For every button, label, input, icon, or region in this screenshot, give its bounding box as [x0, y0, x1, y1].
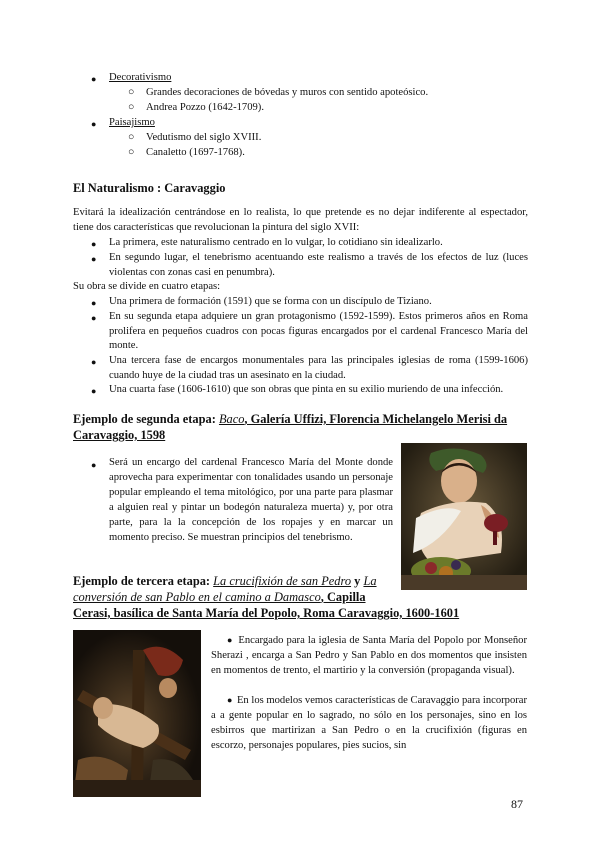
- crucifixion-painting-image: [73, 630, 201, 797]
- heading-rest: , Galería Uffizi, Florencia Michelangelo Merisi da: [244, 412, 508, 426]
- sub-item: Vedutismo del siglo XVIII.: [146, 132, 262, 143]
- bacchus-painting-image: [401, 443, 527, 590]
- list-item: Una tercera fase de encargos monumentales para las principales iglesias de roma (1599-1606) cuando huye de la ciudad tras un asesinato en la ciudad.: [109, 355, 528, 381]
- list-item: Una cuarta fase (1606-1610) que son obras que pinta en su exilio muriendo de una infección.: [109, 384, 504, 395]
- list-item-label: Paisajismo: [109, 117, 155, 128]
- example3-paragraph-2: [211, 693, 527, 753]
- bullet-icon: ●: [227, 635, 239, 645]
- sub-bullet-icon: ○: [128, 87, 135, 98]
- list-item: En segundo lugar, el tenebrismo acentuando este realismo a través de los efectos de luz (luces violentas con zonas casi en penumbra).: [109, 252, 528, 278]
- work-title: conversión de san Pablo en el camino a Damasco: [73, 590, 321, 604]
- example3-heading-line3: Cerasi, basílica de Santa María del Popolo, Roma Caravaggio, 1600-1601: [73, 606, 460, 620]
- sub-bullet-icon: ○: [128, 132, 135, 143]
- heading-and: y: [351, 574, 364, 588]
- work-title: Baco: [218, 412, 245, 426]
- work-title: La crucifixión de san Pedro: [213, 574, 352, 588]
- example3-heading: [73, 573, 403, 589]
- sub-item: Grandes decoraciones de bóvedas y muros con sentido apoteósico.: [146, 87, 429, 98]
- bullet-icon: ●: [91, 460, 97, 470]
- bullet-icon: ●: [91, 74, 97, 84]
- bullet-icon: ●: [91, 298, 97, 308]
- heading-rest: , Capilla: [320, 590, 366, 604]
- heading-rest: Caravaggio, 1598: [73, 428, 166, 442]
- section-intro: Evitará la idealización centrándose en lo realista, lo que pretende es no dejar indiferente al espectador, tiene dos características que revolucionan la pintura del siglo XVII:: [73, 207, 528, 233]
- list-item: En su segunda etapa adquiere un gran protagonismo (1592-1599). Estos primeros años en Roma prolifera en pequeños cuadros con pocas figuras encargados por el cardenal Francesco María del monte.: [109, 311, 528, 352]
- sub-bullet-icon: ○: [128, 147, 135, 158]
- paragraph-text: Encargado para la iglesia de Santa María del Popolo por Monseñor Sherazi , encarga a San Pedro y San Pablo en dos momentos que insisten en momentos de trento, el martirio y la conversión (propaganda visual).: [211, 635, 527, 676]
- bullet-icon: ●: [91, 119, 97, 129]
- example2-heading: [73, 411, 528, 443]
- work-title: La: [363, 574, 377, 588]
- example3-paragraph-1: [211, 633, 527, 678]
- bullet-icon: ●: [91, 239, 97, 249]
- paragraph-text: En los modelos vemos características de Caravaggio para incorporar a a gente popular en lo sagrado, no sólo en los personajes, sino en los esbirros que martirizan a San Pedro o en la crucifixión (figuras en escorzo, personajes populares, pies sucios, sin: [211, 695, 528, 751]
- heading-prefix: Ejemplo de segunda etapa:: [73, 412, 219, 426]
- bullet-icon: ●: [227, 695, 237, 705]
- sub-item: Andrea Pozzo (1642-1709).: [146, 102, 264, 113]
- stages-intro: Su obra se divide en cuatro etapas:: [73, 281, 221, 292]
- list-item-label: Decorativismo: [109, 72, 172, 83]
- sub-item: Canaletto (1697-1768).: [146, 147, 245, 158]
- section-title: El Naturalismo : Caravaggio: [73, 181, 226, 195]
- bullet-icon: ●: [91, 254, 97, 264]
- bullet-icon: ●: [91, 313, 97, 323]
- bullet-icon: ●: [91, 357, 97, 367]
- list-item: La primera, este naturalismo centrado en lo vulgar, lo cotidiano sin idealizarlo.: [109, 237, 443, 248]
- page-number: 87: [511, 797, 523, 811]
- example3-heading-line2: [73, 589, 528, 605]
- list-item: Una primera de formación (1591) que se forma con un discípulo de Tiziano.: [109, 296, 432, 307]
- heading-prefix: Ejemplo de tercera etapa:: [73, 574, 214, 588]
- example2-text: Será un encargo del cardenal Francesco María del Monte donde aprovecha para experimentar con tonalidades usando un personaje popular empleando el tema mitológico, por una parte para plasmar a alguien real y pintar un bodegón naturaleza muerta) y, por otra parte, para la la concepción de los ropajes y en marcar un momento preciso. Se muestran principios del tenebrismo.: [109, 457, 393, 543]
- sub-bullet-icon: ○: [128, 102, 135, 113]
- bullet-icon: ●: [91, 386, 97, 396]
